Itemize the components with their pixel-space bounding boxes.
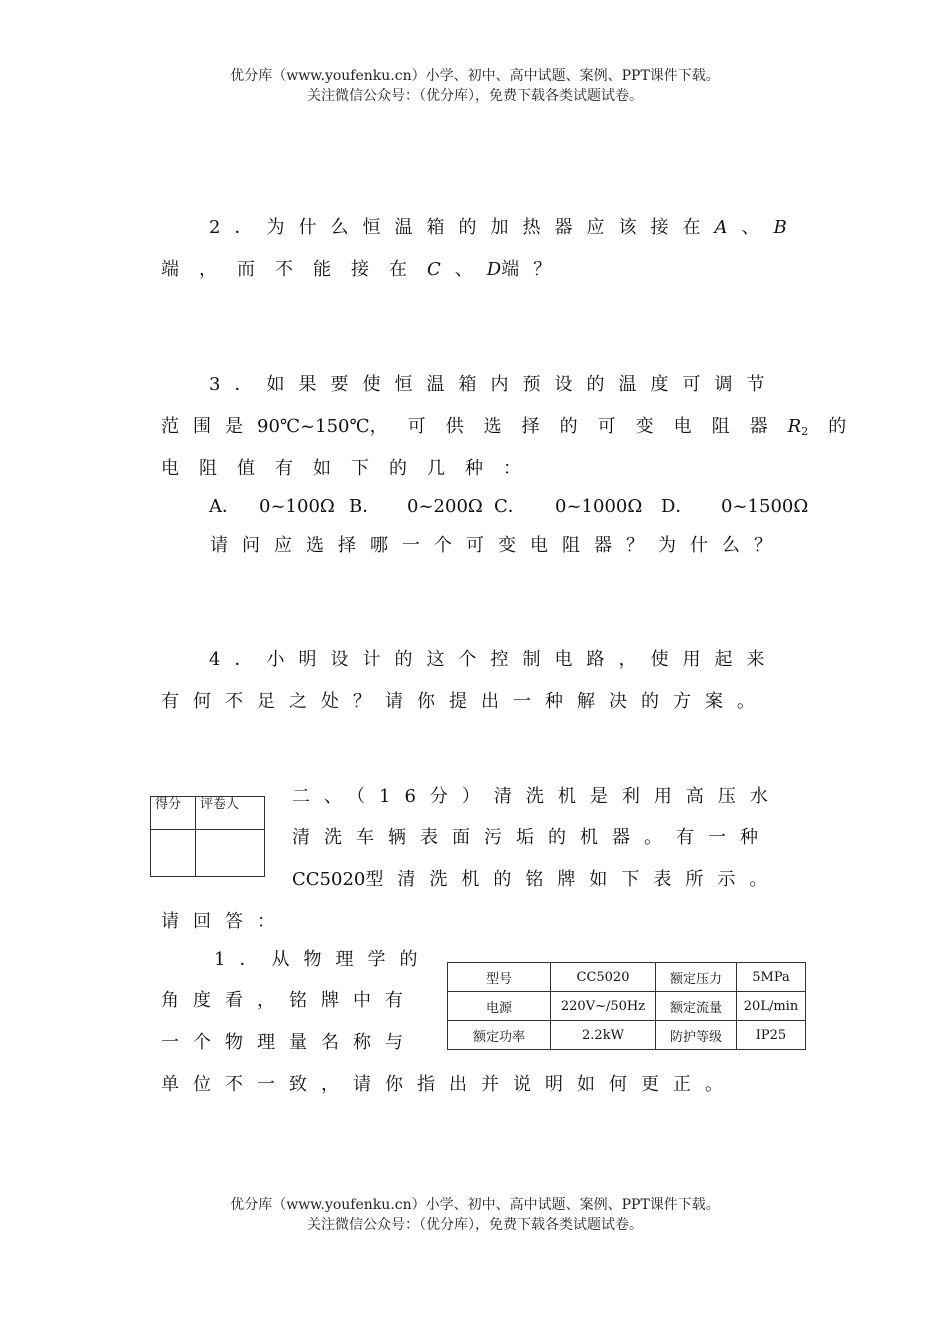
table-cell: CC5020 — [551, 963, 656, 992]
section-2-q1-text-2: 角度看，铭牌中有 — [161, 990, 417, 1011]
nameplate-table — [447, 962, 806, 1050]
question-4-line-2 — [161, 690, 769, 714]
section-2-q1-text-1: 从物理学的 — [271, 949, 432, 970]
section-2-line-3 — [292, 868, 781, 892]
footer-line-2: 关注微信公众号：（优分库），免费下载各类试题试卷。 — [307, 1217, 643, 1233]
score-box — [150, 796, 265, 877]
question-4-text: 小明设计的这个控制电路，使用起来 — [266, 649, 779, 670]
option-a-value: 0~100Ω — [259, 496, 335, 517]
table-cell: 2.2kW — [551, 1021, 656, 1050]
question-2-number: 2． — [209, 217, 267, 238]
separator: 、 — [741, 217, 774, 238]
option-d-label: D． — [661, 496, 694, 517]
table-row — [448, 1021, 806, 1050]
question-2-text: 为什么恒温箱的加热器应该接在 — [266, 217, 715, 238]
section-2-text-3: 型清洗机的铭牌如下表所示。 — [365, 869, 782, 890]
table-cell: 20L/min — [737, 992, 806, 1021]
table-cell: 额定功率 — [448, 1021, 551, 1050]
table-cell: 额定流量 — [656, 992, 737, 1021]
table-cell: 220V~/50Hz — [551, 992, 656, 1021]
section-2-title — [292, 785, 782, 809]
option-b-label: B． — [349, 496, 381, 517]
option-c-value: 0~1000Ω — [555, 496, 643, 517]
resistor-symbol: R — [787, 416, 802, 437]
question-3-text-3: 电阻值有如下的几种： — [161, 458, 541, 479]
option-c-label: C． — [494, 496, 526, 517]
question-4-line-1 — [209, 648, 778, 672]
table-row — [448, 992, 806, 1021]
question-3-number: 3． — [209, 374, 267, 395]
table-row — [448, 963, 806, 992]
section-2-q1-number: 1． — [214, 949, 272, 970]
question-2-text-2: 端，而不能接在 — [161, 259, 427, 280]
question-2-text-3: 端？ — [501, 259, 566, 280]
temperature-range: 90℃~150℃ — [257, 416, 370, 437]
question-3-text-2a: 范围是 — [161, 416, 257, 437]
section-2-q1-line-4 — [161, 1073, 737, 1097]
table-cell: 型号 — [448, 963, 551, 992]
score-label: 得分 — [151, 797, 196, 830]
section-2-text-2: 清洗车辆表面污垢的机器。有一种 — [292, 827, 772, 848]
section-2-text-4: 请回答： — [161, 911, 289, 932]
separator: 、 — [454, 259, 487, 280]
section-2-q1-line-2 — [161, 989, 417, 1013]
table-cell: 电源 — [448, 992, 551, 1021]
section-2-line-4 — [161, 910, 289, 934]
footer-line-1: 优分库（www.youfenku.cn）小学、初中、高中试题、案例、PPT课件下载。 — [230, 1197, 720, 1213]
section-2-q1-text-4: 单位不一致，请你指出并说明如何更正。 — [161, 1074, 737, 1095]
question-3-line-3 — [161, 457, 541, 481]
score-cell[interactable] — [151, 830, 196, 877]
option-a-label: A． — [209, 496, 240, 517]
question-3-ask-text: 请问应选择哪一个可变电阻器？为什么？ — [210, 535, 786, 556]
header-line-2: 关注微信公众号：（优分库），免费下载各类试题试卷。 — [307, 88, 643, 104]
section-2-line-2 — [292, 826, 772, 850]
table-cell: 5MPa — [737, 963, 806, 992]
question-4-number: 4． — [209, 649, 267, 670]
terminal-d: D — [486, 259, 502, 280]
header-line-1: 优分库（www.youfenku.cn）小学、初中、高中试题、案例、PPT课件下载。 — [230, 68, 720, 84]
option-d-value: 0~1500Ω — [721, 496, 809, 517]
question-3-ask — [210, 534, 786, 558]
terminal-a: A — [714, 217, 742, 238]
grader-cell[interactable] — [196, 830, 265, 877]
resistor-subscript: 2 — [801, 425, 829, 438]
model-number: CC5020 — [292, 869, 366, 890]
question-3-text: 如果要使恒温箱内预设的温度可调节 — [266, 374, 779, 395]
question-3-line-2 — [161, 415, 846, 444]
question-3-line-1 — [209, 373, 778, 397]
table-cell: 防护等级 — [656, 1021, 737, 1050]
terminal-b: B — [773, 217, 787, 238]
section-2-q1-line-1 — [214, 948, 431, 972]
section-2-title-text: 二、（16分）清洗机是利用高压水 — [292, 786, 782, 807]
table-cell: 额定压力 — [656, 963, 737, 992]
grader-label: 评卷人 — [196, 797, 265, 830]
question-2-line-2 — [161, 258, 565, 282]
question-4-text-2: 有何不足之处？请你提出一种解决的方案。 — [161, 691, 769, 712]
question-3-text-2c: 的 — [828, 416, 847, 437]
option-b-value: 0~200Ω — [407, 496, 483, 517]
section-2-q1-text-3: 一个物理量名称与 — [161, 1032, 417, 1053]
terminal-c: C — [427, 259, 455, 280]
question-3-text-2b: ，可供选择的可变电阻器 — [369, 416, 788, 437]
section-2-q1-line-3 — [161, 1031, 417, 1055]
question-2-line-1 — [209, 216, 787, 240]
table-cell: IP25 — [737, 1021, 806, 1050]
